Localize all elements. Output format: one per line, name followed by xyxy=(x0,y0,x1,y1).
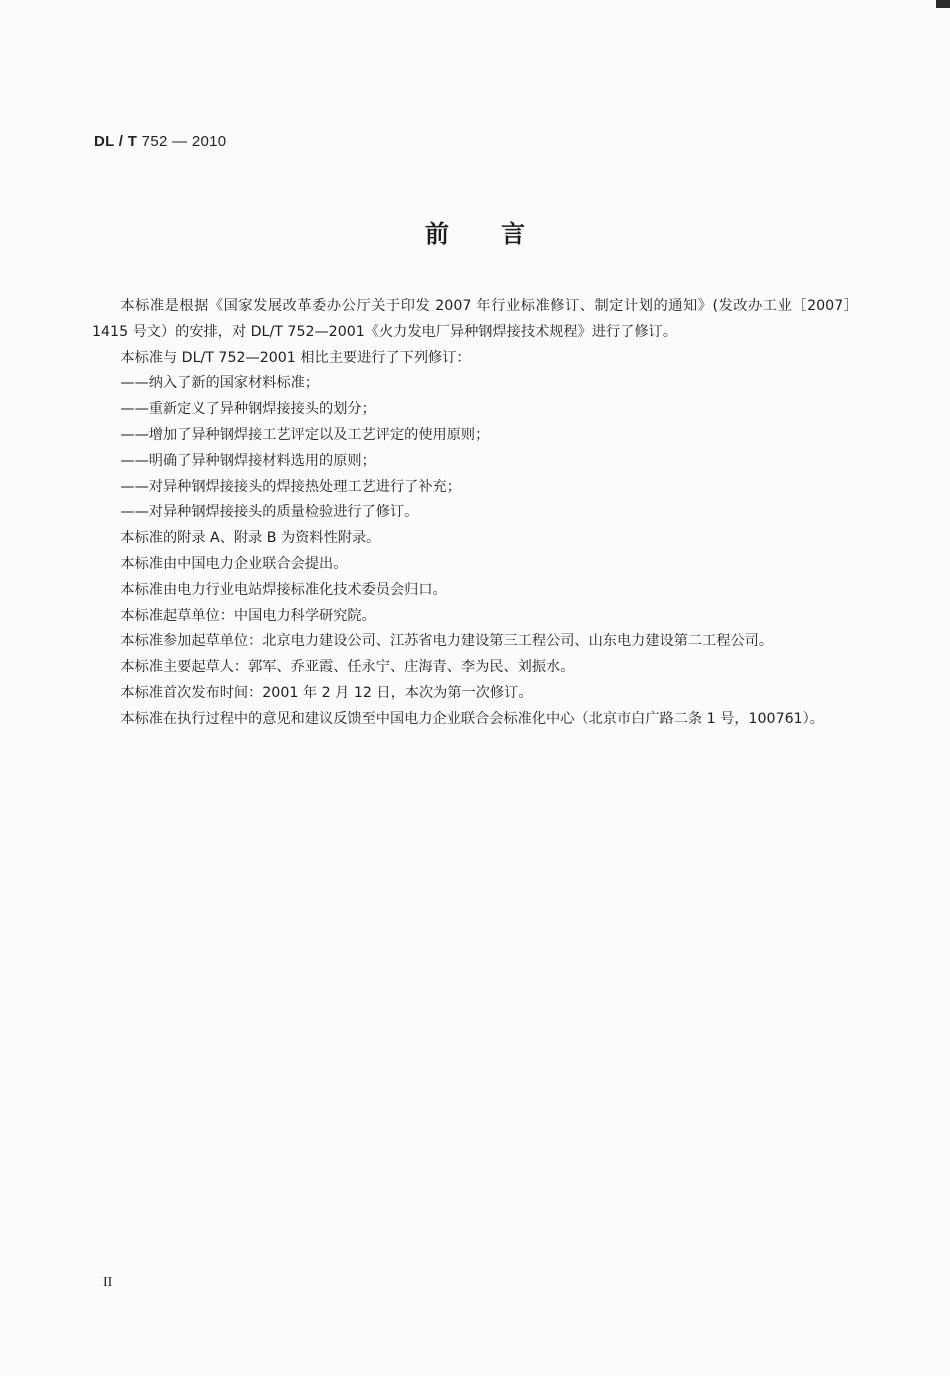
paragraph-revisions-intro: 本标准与 DL/T 752—2001 相比主要进行了下列修订： xyxy=(120,349,471,366)
revision-item: ——对异种钢焊接接头的质量检验进行了修订。 xyxy=(120,504,419,521)
revision-item: ——明确了异种钢焊接材料选用的原则； xyxy=(120,452,376,469)
paragraph-drafting-unit: 本标准起草单位：中国电力科学研究院。 xyxy=(120,607,376,624)
page-title: 前言 xyxy=(425,220,577,248)
paragraph-proposer: 本标准由中国电力企业联合会提出。 xyxy=(120,555,348,572)
paragraph-basis: 本标准是根据《国家发展改革委办公厅关于印发 2007 年行业标准修订、制定计划的通知》(发改办工业［2007］1415 号文）的安排，对 DL/T 752—2001《火力发电厂异种钢焊接技术规程》进行了修订。 xyxy=(92,298,858,340)
page-number: II xyxy=(103,1275,113,1290)
scan-artifact xyxy=(936,0,950,8)
paragraph-committee: 本标准由电力行业电站焊接标准化技术委员会归口。 xyxy=(120,581,447,598)
revision-item: ——纳入了新的国家材料标准； xyxy=(120,375,320,392)
paragraph-feedback: 本标准在执行过程中的意见和建议反馈至中国电力企业联合会标准化中心（北京市白广路二条 1 号，100761）。 xyxy=(120,710,824,727)
paragraph-participating-units: 本标准参加起草单位：北京电力建设公司、江苏省电力建设第三工程公司、山东电力建设第二工程公司。 xyxy=(120,633,774,650)
revision-item: ——重新定义了异种钢焊接接头的划分； xyxy=(120,401,376,418)
paragraph-appendix: 本标准的附录 A、附录 B 为资料性附录。 xyxy=(120,530,381,547)
revision-item: ——增加了异种钢焊接工艺评定以及工艺评定的使用原则； xyxy=(120,426,490,443)
revision-item: ——对异种钢焊接接头的焊接热处理工艺进行了补充； xyxy=(120,478,461,495)
paragraph-release-date: 本标准首次发布时间：2001 年 2 月 12 日，本次为第一次修订。 xyxy=(120,684,533,701)
paragraph-drafters: 本标准主要起草人：郭军、乔亚霞、任永宁、庄海青、李为民、刘振水。 xyxy=(120,659,575,676)
standard-code xyxy=(94,133,226,150)
foreword-body xyxy=(92,294,858,733)
standard-code-prefix: DL / T xyxy=(94,133,138,150)
standard-code-number: 752 — 2010 xyxy=(141,133,227,150)
